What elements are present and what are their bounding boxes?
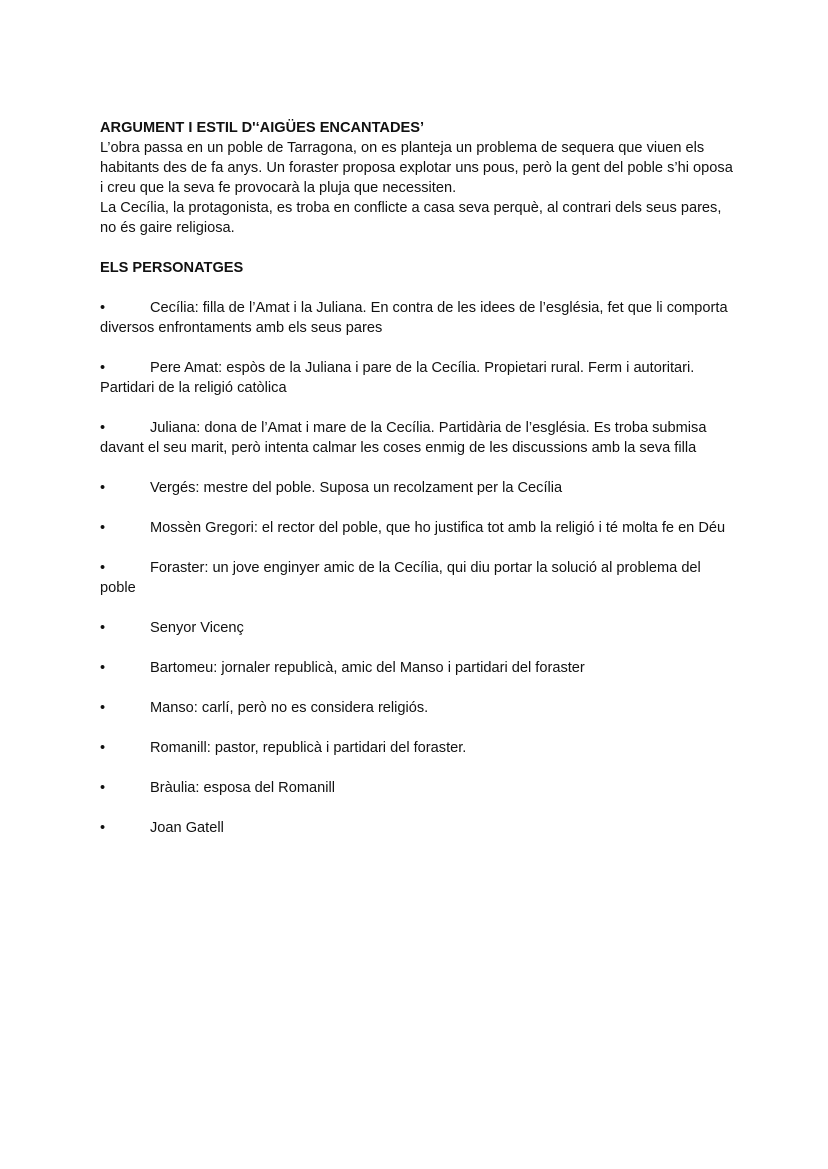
list-item xyxy=(100,518,740,538)
section-heading-argument: ARGUMENT I ESTIL D'‘AIGÜES ENCANTADES’ xyxy=(100,120,425,136)
spacer xyxy=(100,278,740,298)
list-item-text: Romanill: pastor, republicà i partidari del foraster. xyxy=(150,740,467,756)
list-item xyxy=(100,558,740,598)
bullet-icon: • xyxy=(100,300,106,316)
bullet-icon: • xyxy=(100,620,106,636)
bullet-icon: • xyxy=(100,480,106,496)
section-heading-characters: ELS PERSONATGES xyxy=(100,260,244,276)
list-item-text: Bràulia: esposa del Romanill xyxy=(150,780,335,796)
list-item-text: Senyor Vicenç xyxy=(150,620,244,636)
bullet-icon: • xyxy=(100,420,106,436)
list-item xyxy=(100,698,740,718)
list-item-text: Vergés: mestre del poble. Suposa un recolzament per la Cecília xyxy=(150,480,563,496)
list-item xyxy=(100,778,740,798)
list-item-text: Mossèn Gregori: el rector del poble, que ho justifica tot amb la religió i té molta fe en Déu xyxy=(150,520,726,536)
list-item xyxy=(100,478,740,498)
document-page xyxy=(100,118,740,858)
argument-paragraph: La Cecília, la protagonista, es troba en conflicte a casa seva perquè, al contrari dels seus pares, no és gaire religiosa. xyxy=(100,200,722,236)
list-item-text: Pere Amat: espòs de la Juliana i pare de la Cecília. Propietari rural. Ferm i autoritari. Partidari de la religió catòlica xyxy=(100,360,695,396)
list-item xyxy=(100,738,740,758)
list-item xyxy=(100,818,740,838)
bullet-icon: • xyxy=(100,560,106,576)
bullet-icon: • xyxy=(100,520,106,536)
character-list xyxy=(100,298,740,838)
argument-paragraph: L’obra passa en un poble de Tarragona, on es planteja un problema de sequera que viuen els habitants des de fa anys. Un foraster proposa explotar uns pous, però la gent del poble s’hi oposa i creu que la seva fe provocarà la pluja que necessiten. xyxy=(100,140,733,196)
list-item xyxy=(100,658,740,678)
bullet-icon: • xyxy=(100,660,106,676)
bullet-icon: • xyxy=(100,780,106,796)
spacer xyxy=(100,238,740,258)
list-item xyxy=(100,418,740,458)
list-item xyxy=(100,618,740,638)
bullet-icon: • xyxy=(100,700,106,716)
list-item-text: Joan Gatell xyxy=(150,820,224,836)
list-item-text: Juliana: dona de l’Amat i mare de la Cecília. Partidària de l’església. Es troba submisa davant el seu marit, però intenta calmar les coses enmig de les discussions amb la seva filla xyxy=(100,420,707,456)
list-item-text: Cecília: filla de l’Amat i la Juliana. En contra de les idees de l’església, fet que li comporta diversos enfrontaments amb els seus pares xyxy=(100,300,728,336)
bullet-icon: • xyxy=(100,740,106,756)
list-item-text: Foraster: un jove enginyer amic de la Cecília, qui diu portar la solució al problema del poble xyxy=(100,560,701,596)
list-item-text: Manso: carlí, però no es considera religiós. xyxy=(150,700,429,716)
bullet-icon: • xyxy=(100,360,106,376)
list-item xyxy=(100,298,740,338)
bullet-icon: • xyxy=(100,820,106,836)
list-item xyxy=(100,358,740,398)
list-item-text: Bartomeu: jornaler republicà, amic del Manso i partidari del foraster xyxy=(150,660,585,676)
